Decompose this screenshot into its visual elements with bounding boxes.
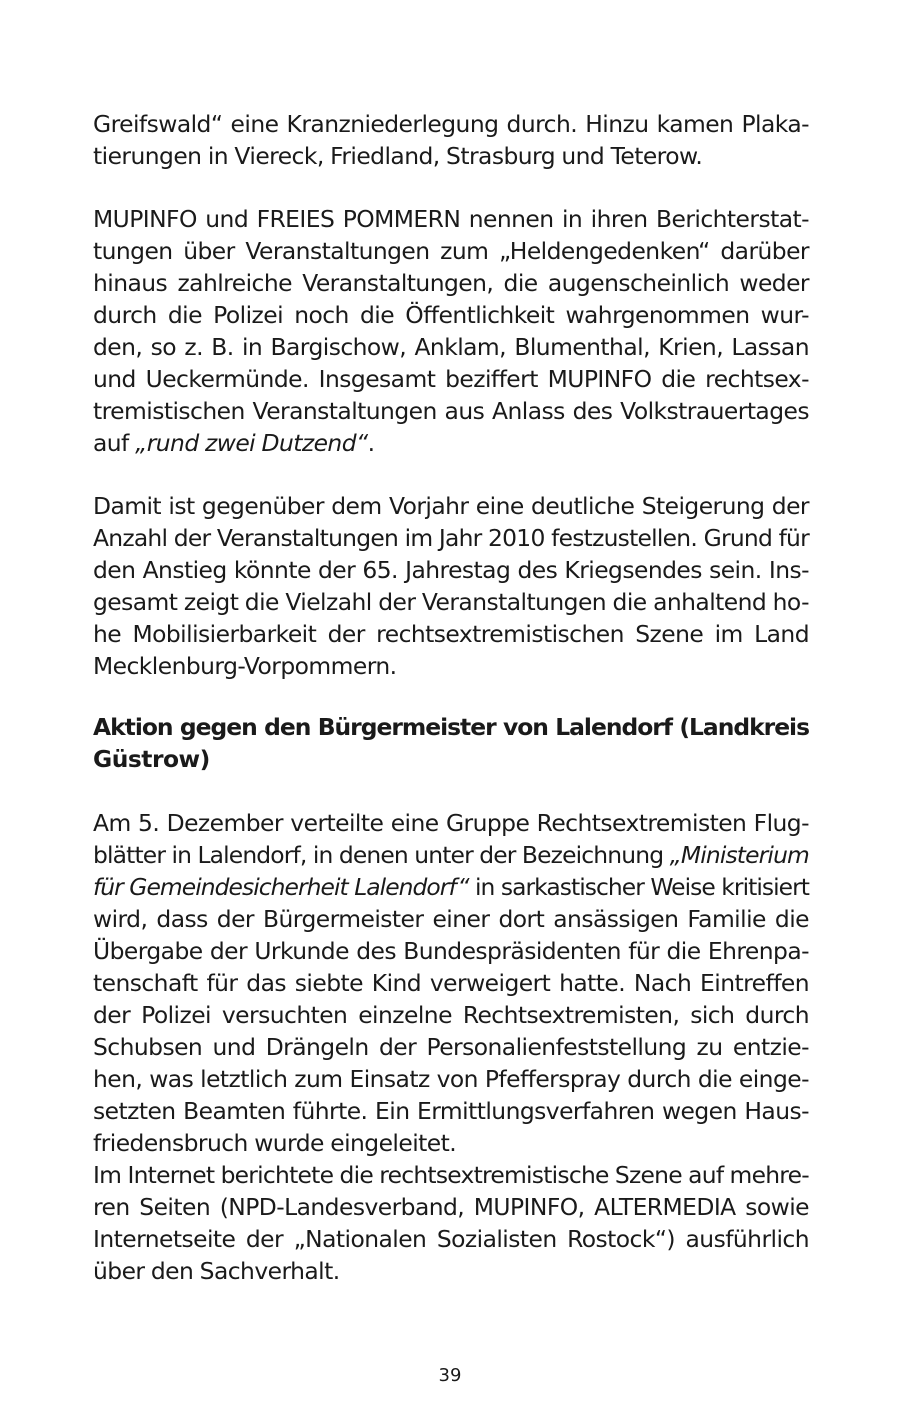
text-line — [93, 871, 809, 903]
text-line: tierungen in Viereck, Friedland, Strasburg und Teterow. — [93, 142, 703, 170]
italic-quote: „rund zwei Dutzend“ — [135, 429, 368, 457]
text-line: über den Sachverhalt. — [93, 1257, 340, 1285]
text-line: Im Internet berichtete die rechtsextremistische Szene auf mehre- — [93, 1161, 809, 1189]
text-segment: auf — [93, 429, 136, 457]
text-segment: . — [367, 429, 375, 457]
text-line: tremistischen Veranstaltungen aus Anlass des Volkstrauertages — [93, 397, 809, 425]
text-line: der Polizei versuchten einzelne Rechtsextremisten, sich durch — [93, 1001, 809, 1029]
text-segment: blätter in Lalendorf, in denen unter der Bezeichnung — [93, 841, 670, 869]
italic-quote: für Gemeindesicherheit Lalendorf“ — [93, 873, 469, 901]
text-line: hen, was letztlich zum Einsatz von Pfefferspray durch die einge- — [93, 1065, 809, 1093]
text-line — [93, 839, 809, 871]
text-line: durch die Polizei noch die Öffentlichkeit wahrgenommen wur- — [93, 301, 809, 329]
text-line: Schubsen und Drängeln der Personalienfeststellung zu entzie- — [93, 1033, 809, 1061]
text-line: Mecklenburg-Vorpommern. — [93, 652, 397, 680]
text-line: he Mobilisierbarkeit der rechtsextremistischen Szene im Land — [93, 620, 809, 648]
text-line: tenschaft für das siebte Kind verweigert hatte. Nach Eintreffen — [93, 969, 809, 997]
text-line: Übergabe der Urkunde des Bundespräsidenten für die Ehrenpa- — [93, 937, 809, 965]
text-line: hinaus zahlreiche Veranstaltungen, die augenscheinlich weder — [93, 269, 809, 297]
text-line: Anzahl der Veranstaltungen im Jahr 2010 festzustellen. Grund für — [93, 524, 809, 552]
italic-quote: „Ministerium — [669, 841, 809, 869]
text-line: ren Seiten (NPD-Landesverband, MUPINFO, ALTERMEDIA sowie — [93, 1193, 809, 1221]
text-line: Greifswald“ eine Kranzniederlegung durch. Hinzu kamen Plaka- — [93, 110, 809, 138]
text-line: Damit ist gegenüber dem Vorjahr eine deutliche Steigerung der — [93, 492, 809, 520]
text-line: tungen über Veranstaltungen zum „Heldengedenken“ darüber — [93, 237, 809, 265]
text-line: Am 5. Dezember verteilte eine Gruppe Rechtsextremisten Flug- — [93, 809, 809, 837]
text-line: gesamt zeigt die Vielzahl der Veranstaltungen die anhaltend ho- — [93, 588, 809, 616]
text-line: Internetseite der „Nationalen Sozialisten Rostock“) ausführlich — [93, 1225, 809, 1253]
text-line: MUPINFO und FREIES POMMERN nennen in ihren Berichterstat- — [93, 205, 809, 233]
text-line: wird, dass der Bürgermeister einer dort ansässigen Familie die — [93, 905, 809, 933]
text-line: und Ueckermünde. Insgesamt beziffert MUPINFO die rechtsex- — [93, 365, 809, 393]
text-line-last — [93, 427, 809, 459]
text-line: den, so z. B. in Bargischow, Anklam, Blumenthal, Krien, Lassan — [93, 333, 809, 361]
text-segment: in sarkastischer Weise kritisiert — [468, 873, 809, 901]
page-number: 39 — [438, 1365, 462, 1386]
text-line: friedensbruch wurde eingeleitet. — [93, 1129, 457, 1157]
heading-line: Aktion gegen den Bürgermeister von Lalendorf (Landkreis — [93, 713, 809, 741]
heading-line: Güstrow) — [93, 745, 210, 773]
text-line: den Anstieg könnte der 65. Jahrestag des Kriegsendes sein. Ins- — [93, 556, 809, 584]
text-line: setzten Beamten führte. Ein Ermittlungsverfahren wegen Haus- — [93, 1097, 809, 1125]
